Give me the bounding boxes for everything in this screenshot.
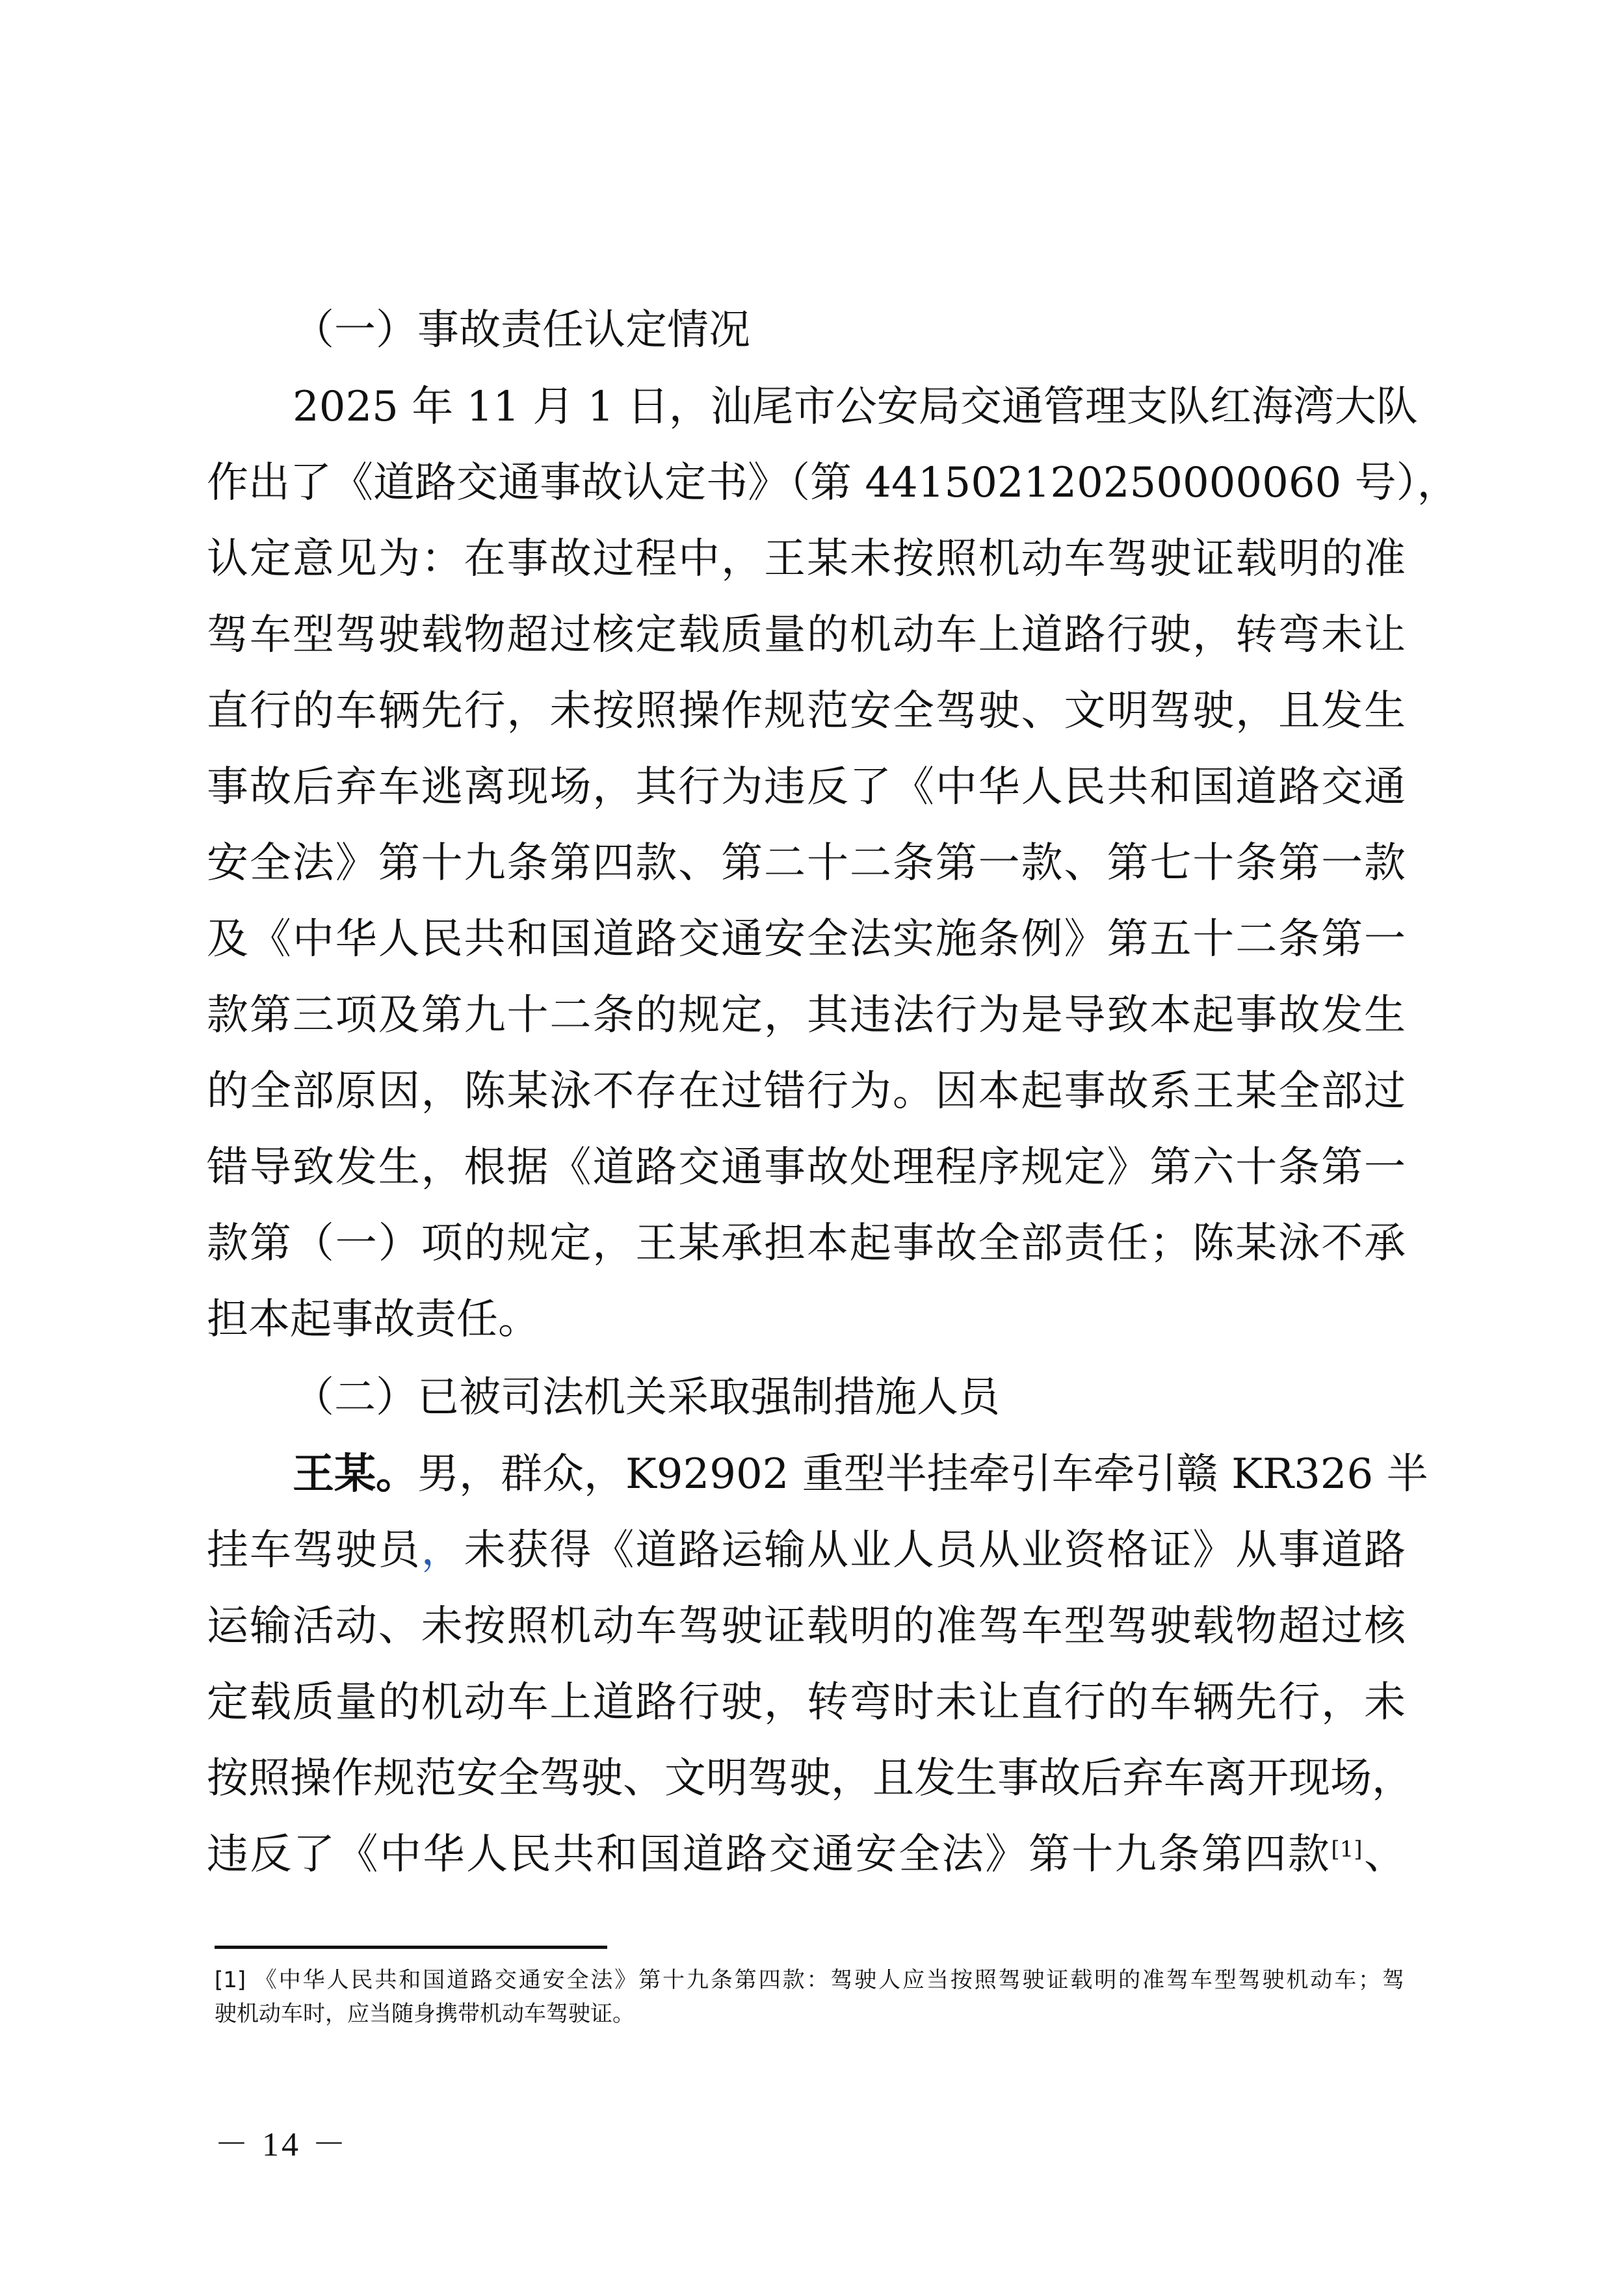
highlighted-comma: ， <box>421 1526 464 1574</box>
page-number: － 14 － <box>215 2126 349 2163</box>
paragraph-line: 作出了《道路交通事故认定书》（第 441502120250000060 号）， <box>207 459 1459 507</box>
paragraph-line: 错导致发生，根据《道路交通事故处理程序规定》第六十条第一 <box>207 1143 1406 1192</box>
text-segment: 未获得《道路运输从业人员从业资格证》从事道路 <box>464 1526 1406 1574</box>
paragraph-line: 款第三项及第九十二条的规定，其违法行为是导致本起事故发生 <box>207 991 1406 1039</box>
paragraph-line <box>207 1829 1406 1881</box>
paragraph-line <box>207 1524 1406 1576</box>
person-name: 王某。 <box>293 1450 417 1498</box>
paragraph-line: 认定意见为：在事故过程中，王某未按照机动车驾驶证载明的准 <box>207 535 1406 583</box>
footnote-divider <box>215 1946 607 1949</box>
text-segment: 违反了《中华人民共和国道路交通安全法》第十九条第四款 <box>207 1831 1331 1879</box>
paragraph-line: 按照操作规范安全驾驶、文明驾驶，且发生事故后弃车离开现场， <box>207 1755 1413 1803</box>
section-heading-1: （一）事故责任认定情况 <box>293 306 750 354</box>
paragraph-line: 直行的车辆先行，未按照操作规范安全驾驶、文明驾驶，且发生 <box>207 687 1406 735</box>
paragraph-line: 及《中华人民共和国道路交通安全法实施条例》第五十二条第一 <box>207 915 1406 963</box>
footnote-line: 驶机动车时，应当随身携带机动车驾驶证。 <box>215 2001 635 2027</box>
paragraph-line <box>293 1448 1428 1500</box>
paragraph-line: 款第（一）项的规定，王某承担本起事故全部责任；陈某泳不承 <box>207 1220 1406 1268</box>
paragraph-line: 事故后弃车逃离现场，其行为违反了《中华人民共和国道路交通 <box>207 763 1406 811</box>
person-description: 男，群众，K92902 重型半挂牵引车牵引赣 KR326 半 <box>417 1450 1428 1498</box>
paragraph-line: 担本起事故责任。 <box>207 1296 540 1344</box>
paragraph-line: 的全部原因，陈某泳不存在过错行为。因本起事故系王某全部过 <box>207 1067 1406 1115</box>
paragraph-line: 运输活动、未按照机动车驾驶证载明的准驾车型驾驶载物超过核 <box>207 1602 1406 1650</box>
paragraph-line: 安全法》第十九条第四款、第二十二条第一款、第七十条第一款 <box>207 839 1406 887</box>
section-heading-2: （二）已被司法机关采取强制措施人员 <box>293 1374 1000 1422</box>
footnote-line: [1] 《中华人民共和国道路交通安全法》第十九条第四款：驾驶人应当按照驾驶证载明的准驾车型驾驶机动车；驾 <box>215 1967 1404 1993</box>
text-segment: 、 <box>1362 1831 1406 1879</box>
paragraph-line: 定载质量的机动车上道路行驶，转弯时未让直行的车辆先行，未 <box>207 1678 1406 1727</box>
paragraph-line: 驾车型驾驶载物超过核定载质量的机动车上道路行驶，转弯未让 <box>207 611 1406 659</box>
paragraph-line: 2025 年 11 月 1 日，汕尾市公安局交通管理支队红海湾大队 <box>293 383 1418 431</box>
text-segment: 挂车驾驶员 <box>207 1526 421 1574</box>
footnote-reference[interactable]: [1] <box>1331 1836 1363 1862</box>
